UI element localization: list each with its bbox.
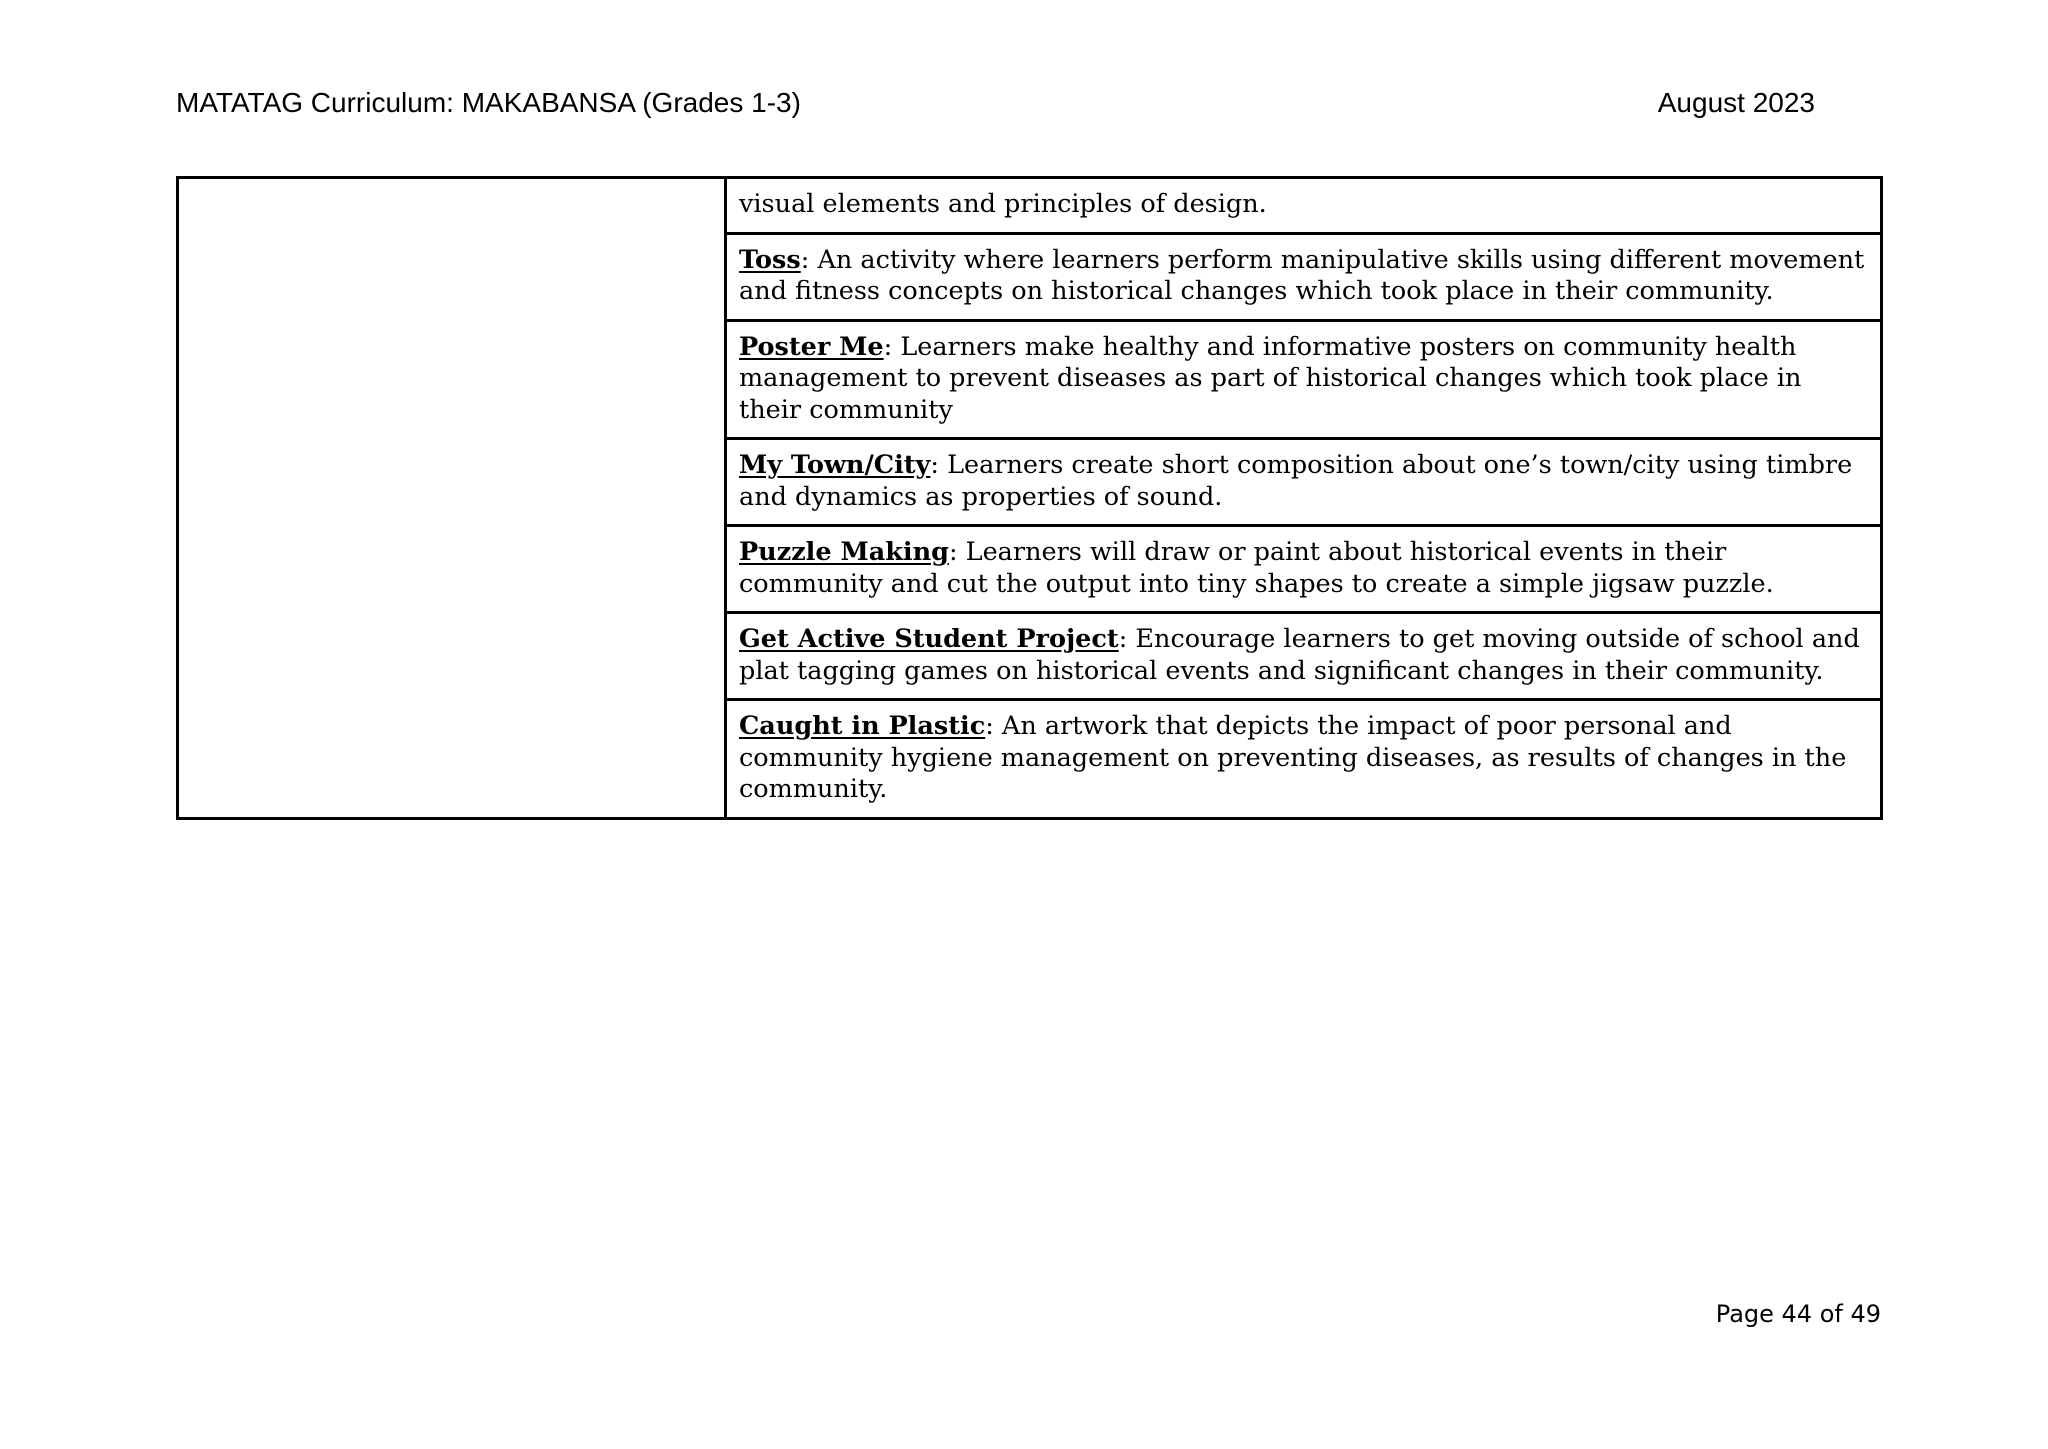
activity-term: Caught in Plastic bbox=[739, 711, 986, 741]
table-cell-activity bbox=[726, 613, 1882, 700]
table-cell-activity bbox=[726, 178, 1882, 234]
activity-description: Encourage learners to get moving outside of school and plat tagging games on historical events and significant changes in their community. bbox=[739, 624, 1860, 686]
activity-separator: : bbox=[948, 537, 958, 567]
activity-separator: : bbox=[1118, 624, 1128, 654]
table-row bbox=[178, 178, 1882, 234]
table-cell-activity bbox=[726, 700, 1882, 819]
activity-description: Learners make healthy and informative posters on community health management to prevent diseases as part of historical changes which took place in their community bbox=[739, 331, 1802, 425]
activity-separator: : bbox=[985, 711, 994, 741]
activity-separator: : bbox=[800, 244, 810, 275]
table-cell-activity bbox=[726, 320, 1882, 439]
activity-separator: : bbox=[930, 450, 939, 480]
table-cell-activity bbox=[726, 526, 1882, 613]
activity-term: Toss bbox=[739, 244, 801, 275]
activity-description: An activity where learners perform manipulative skills using different movement and fitness concepts on historical changes which took place in their community. bbox=[739, 244, 1865, 306]
activity-term: Puzzle Making bbox=[739, 537, 949, 567]
table-cell-activity bbox=[726, 439, 1882, 526]
activity-term: Get Active Student Project bbox=[739, 624, 1119, 654]
header-date: August 2023 bbox=[1657, 87, 1815, 118]
activity-term: My Town/City bbox=[739, 450, 931, 480]
activity-description: An artwork that depicts the impact of poor personal and community hygiene management on preventing diseases, as results of changes in the community. bbox=[739, 711, 1847, 804]
activity-separator: : bbox=[883, 331, 893, 362]
empty-left-cell bbox=[178, 178, 726, 819]
activities-table bbox=[176, 176, 1883, 820]
activity-description: Learners create short composition about one’s town/city using timbre and dynamics as properties of sound. bbox=[739, 450, 1853, 512]
page-number: Page 44 of 49 bbox=[1715, 1300, 1881, 1328]
activity-description: Learners will draw or paint about historical events in their community and cut the output into tiny shapes to create a simple jigsaw puzzle. bbox=[739, 537, 1774, 599]
activity-term: Poster Me bbox=[739, 331, 884, 362]
table-cell-activity bbox=[726, 233, 1882, 320]
header-title: MATATAG Curriculum: MAKABANSA (Grades 1-3) bbox=[176, 87, 801, 118]
activity-description: visual elements and principles of design. bbox=[739, 189, 1267, 219]
